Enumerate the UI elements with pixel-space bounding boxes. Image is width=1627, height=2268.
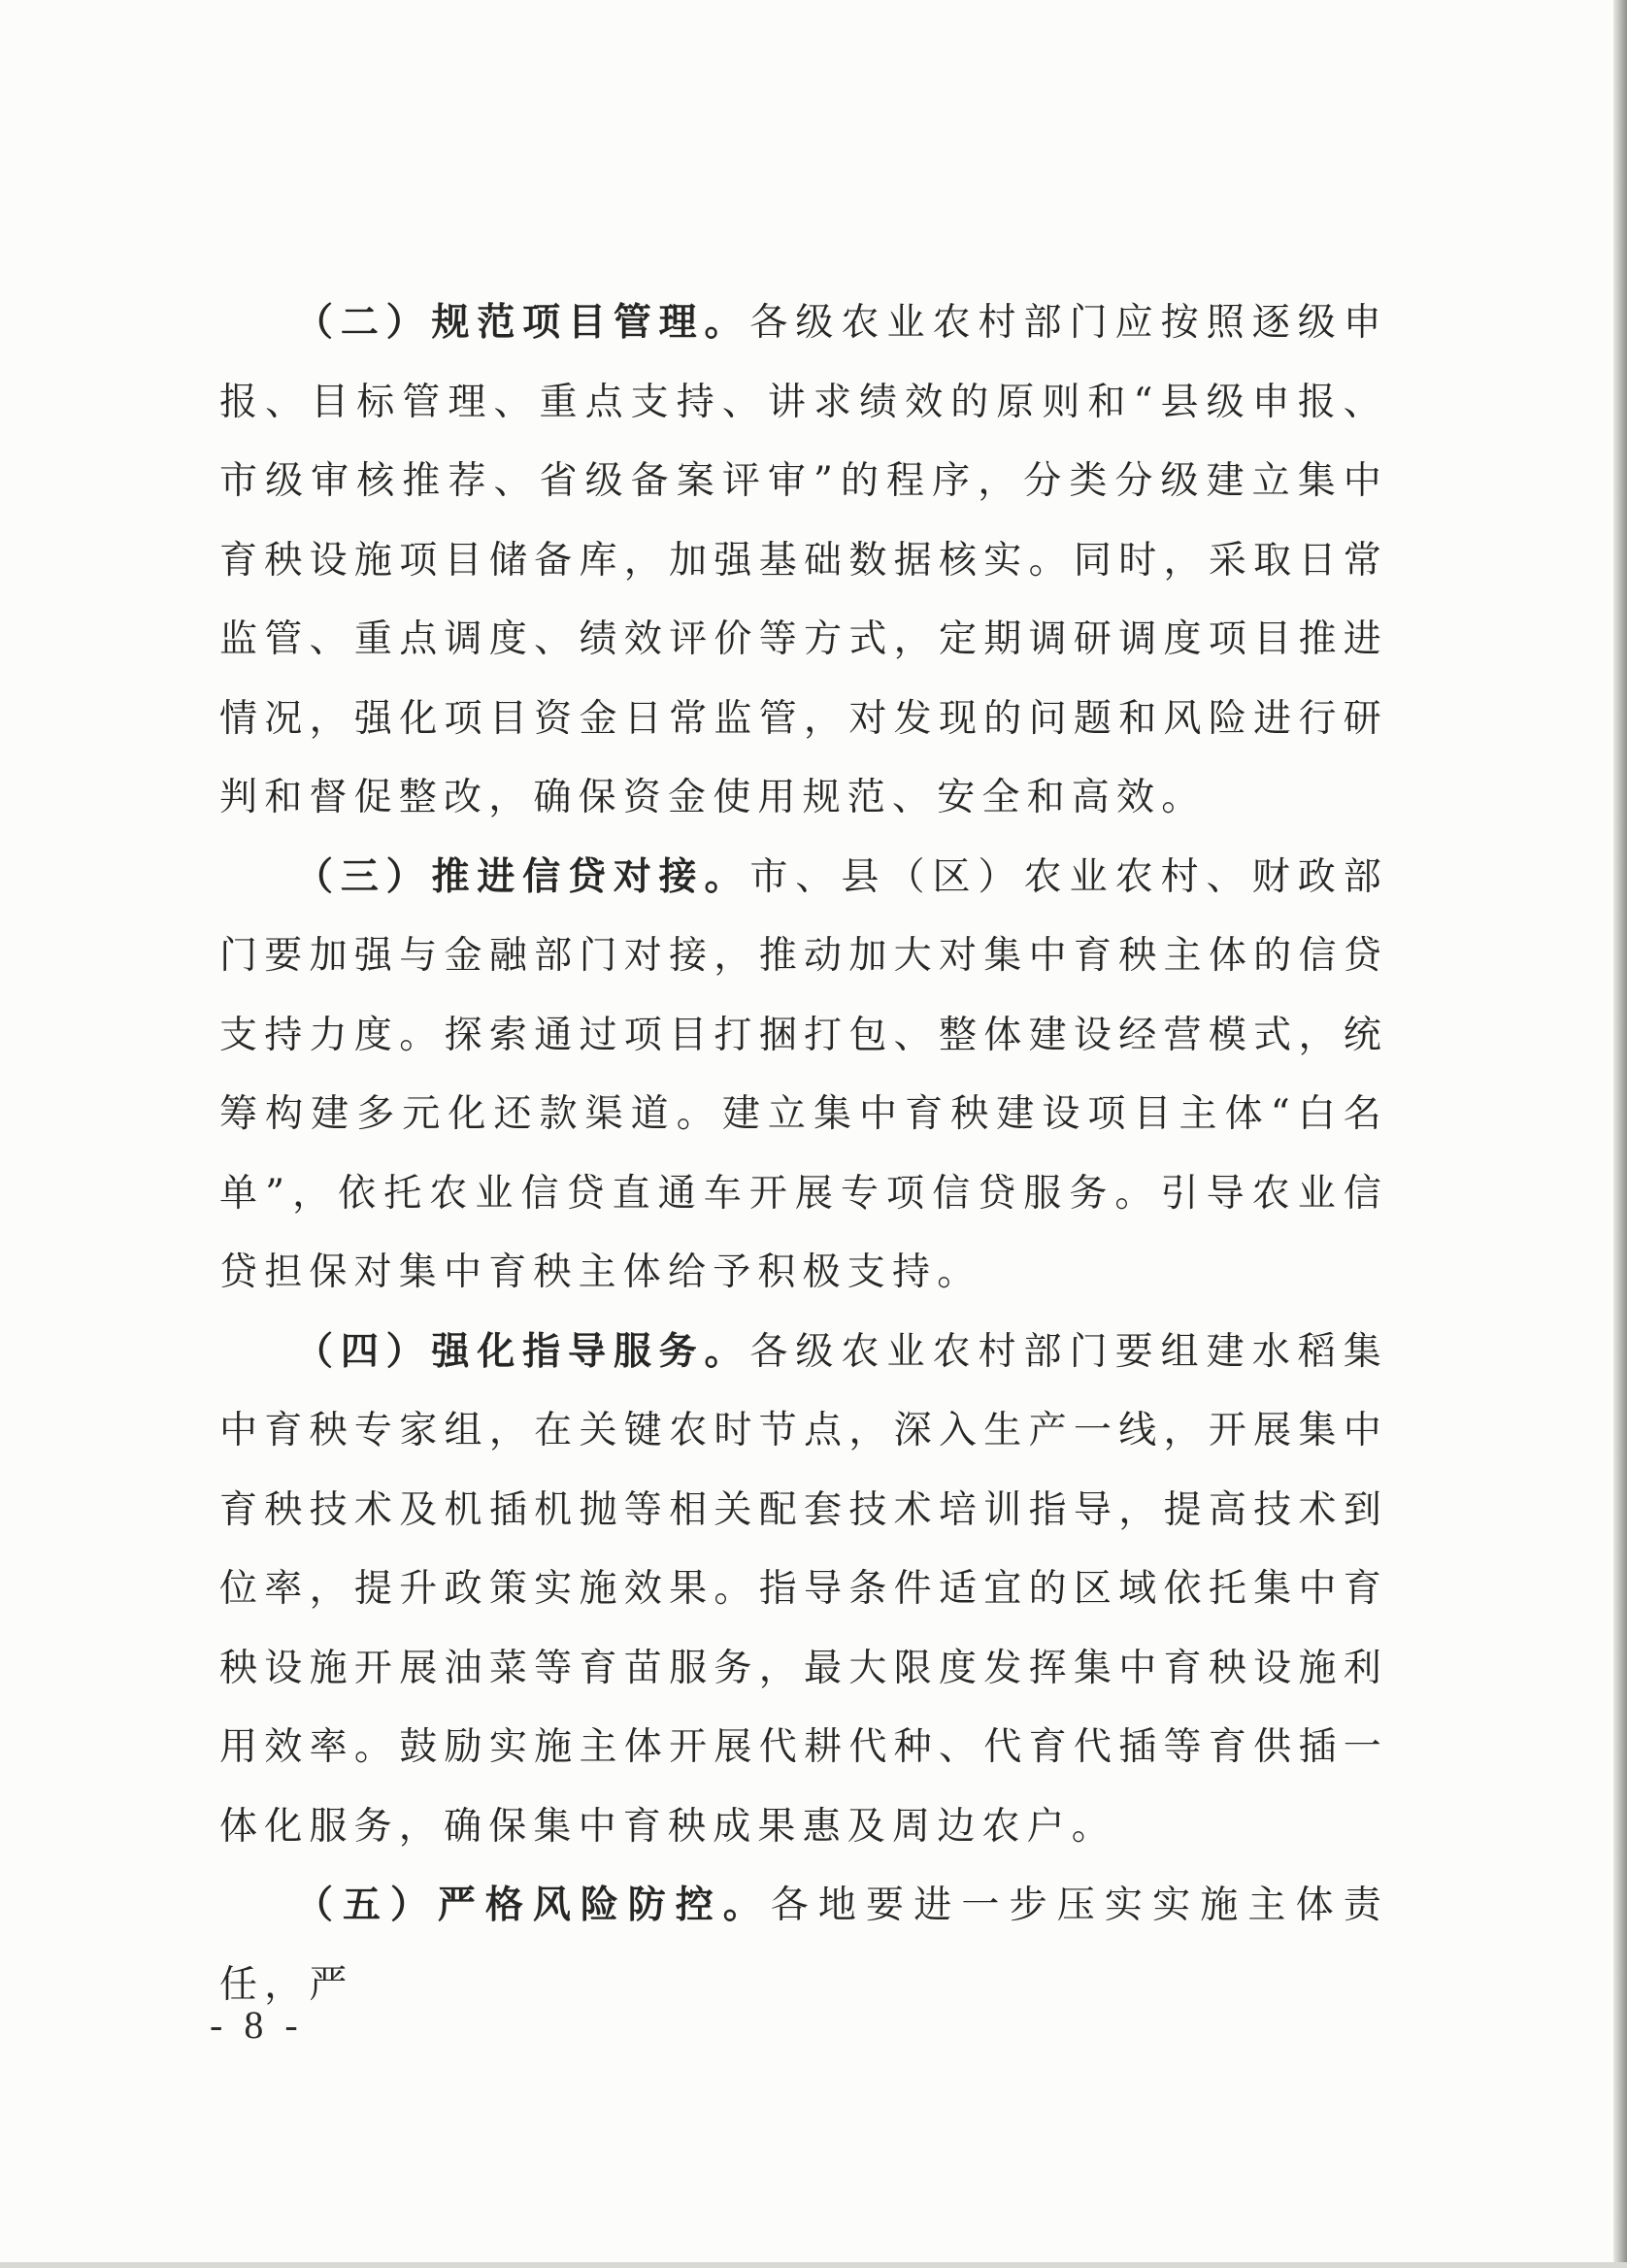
paragraph-text: 各地要进一步压实实施主体责任，严 (219, 1884, 1388, 2007)
scan-edge-right (1613, 0, 1627, 2268)
paragraph-heading: （三）推进信贷对接。 (295, 854, 750, 899)
paragraph-standardize-project-management (219, 284, 1388, 838)
page-number: - 8 - (210, 2003, 304, 2047)
paragraph-risk-control (219, 1866, 1388, 2024)
paragraph-guidance-service (219, 1313, 1388, 1867)
scan-edge-bottom (0, 2262, 1627, 2268)
paragraph-credit-docking (219, 838, 1388, 1313)
document-body (219, 284, 1388, 2024)
paragraph-text: 各级农业农村部门应按照逐级申报、目标管理、重点支持、讲求绩效的原则和“县级申报、市级审核推荐、省级备案评审”的程序，分类分级建立集中育秧设施项目储备库，加强基础数据核实。同时，采取日常监管、重点调度、绩效评价等方式，定期调研调度项目推进情况，强化项目资金日常监管，对发现的问题和风险进行研判和督促整改，确保资金使用规范、安全和高效。 (219, 301, 1388, 819)
paragraph-heading: （五）严格风险防控。 (295, 1884, 771, 1927)
paragraph-heading: （四）强化指导服务。 (295, 1329, 750, 1374)
paragraph-heading: （二）规范项目管理。 (295, 301, 750, 345)
paragraph-text: 各级农业农村部门要组建水稻集中育秧专家组，在关键农时节点，深入生产一线，开展集中育秧技术及机插机抛等相关配套技术培训指导，提高技术到位率，提升政策实施效果。指导条件适宜的区域依托集中育秧设施开展油菜等育苗服务，最大限度发挥集中育秧设施利用效率。鼓励实施主体开展代耕代种、代育代插等育供插一体化服务，确保集中育秧成果惠及周边农户。 (219, 1329, 1388, 1849)
paragraph-text: 市、县（区）农业农村、财政部门要加强与金融部门对接，推动加大对集中育秧主体的信贷支持力度。探索通过项目打捆打包、整体建设经营模式，统筹构建多元化还款渠道。建立集中育秧建设项目主体“白名单”，依托农业信贷直通车开展专项信贷服务。引导农业信贷担保对集中育秧主体给予积极支持。 (219, 854, 1388, 1294)
